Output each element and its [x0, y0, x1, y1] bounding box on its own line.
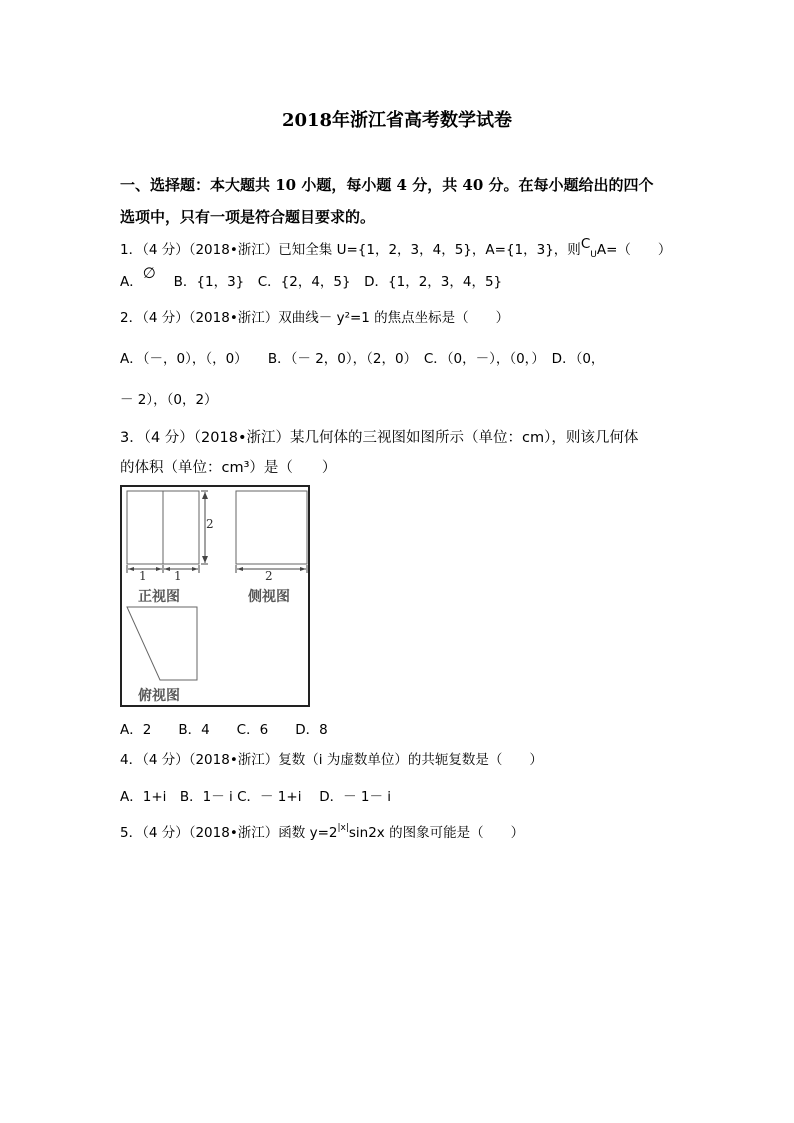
section-heading-line1: 一、选择题：本大题共 10 小题，每小题 4 分，共 40 分。在每小题给出的四个: [120, 176, 654, 194]
side-view-label: 侧视图: [248, 589, 290, 605]
options-rest: B．{1，3} C．{2，4，5} D．{1，2，3，4，5}: [173, 274, 503, 290]
height-dimension-label: 2: [206, 517, 214, 531]
question-2-options-line2: － 2），（0，2）: [120, 392, 218, 408]
question-1-options: [120, 264, 503, 290]
empty-set-symbol: ∅: [142, 264, 156, 282]
question-1: [120, 238, 671, 258]
three-view-figure: [120, 485, 310, 707]
question-3-options: A．2 B．4 C．6 D．8: [120, 722, 328, 738]
question-5-stem-start: 5．（4 分）（2018•浙江）函数 y=2: [120, 825, 338, 841]
question-3-stem-line2: 的体积（单位：cm³）是（ ）: [120, 460, 337, 476]
complement-subscript: U: [590, 250, 597, 260]
left-width-label: 1: [139, 569, 147, 583]
question-2-options-line1: A．（－，0），（，0） B．（－ 2，0），（2，0） C．（0，－），（0，） D．（0，: [120, 351, 605, 367]
question-4-stem: 4．（4 分）（2018•浙江）复数（i 为虚数单位）的共轭复数是（ ）: [120, 752, 543, 768]
top-view-label: 俯视图: [138, 688, 180, 704]
question-5-stem-end: sin2x 的图象可能是（ ）: [348, 825, 525, 841]
front-view-label: 正视图: [138, 589, 180, 605]
question-1-stem-end: A=（ ）: [596, 242, 672, 258]
complement-symbol: C: [580, 236, 591, 252]
question-3-stem-line1: 3．（4 分）（2018•浙江）某几何体的三视图如图所示（单位：cm），则该几何体: [120, 430, 639, 446]
option-a-label: A．: [120, 274, 143, 290]
question-2-stem: 2．（4 分）（2018•浙江）双曲线－ y²=1 的焦点坐标是（ ）: [120, 310, 510, 326]
question-4-options: A．1+i B．1－ i C．－ 1+i D．－ 1－ i: [120, 789, 392, 805]
side-view-outline: [236, 491, 307, 564]
exponent: |x|: [337, 823, 349, 833]
right-width-label: 1: [174, 569, 182, 583]
top-view-outline: [127, 607, 197, 680]
question-5-stem: [120, 821, 524, 841]
side-width-label: 2: [265, 569, 273, 583]
page-title: 2018年浙江省高考数学试卷: [281, 110, 513, 131]
question-1-stem: 1．（4 分）（2018•浙江）已知全集 U={1，2，3，4，5}，A={1，3}，则: [120, 242, 581, 258]
section-heading-line2: 选项中，只有一项是符合题目要求的。: [120, 208, 376, 226]
